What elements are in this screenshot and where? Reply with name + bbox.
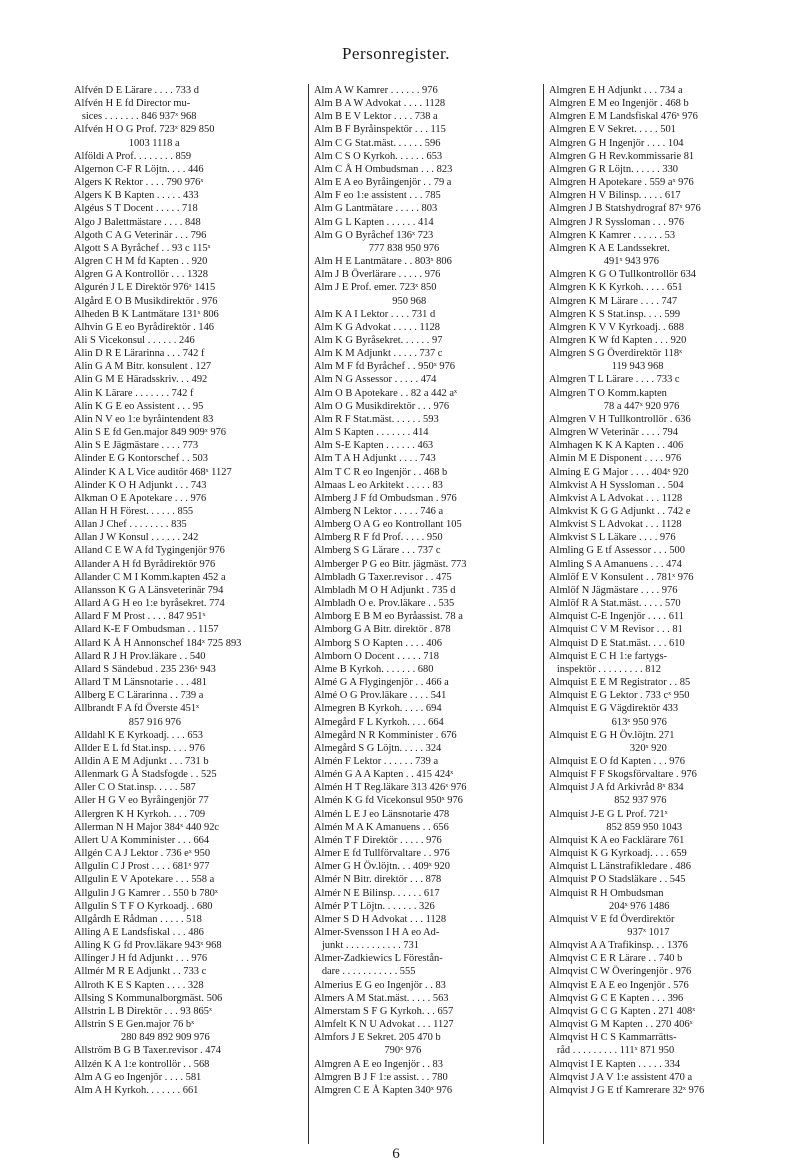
register-entry: Allard R J H Prov.läkare . . 540: [74, 650, 206, 662]
register-entry: Almborg E B M eo Byråassist. 78 a: [314, 611, 463, 623]
register-entry: Allroth K E S Kapten . . . . 328: [74, 979, 204, 991]
register-entry: Allansson K G A Länsveterinär 794: [74, 584, 224, 596]
register-entry: Almin M E Disponent . . . . 976: [549, 453, 682, 465]
register-entry: Allard T M Länsnotarie . . . 481: [74, 677, 207, 689]
register-entry: Alm A G eo Ingenjör . . . . 581: [74, 1071, 202, 1083]
register-entry: Almén K G fd Vicekonsul 950ˣ 976: [314, 795, 463, 807]
register-entry: Allgén C A J Lektor . 736 eˣ 950: [74, 848, 211, 860]
register-entry: Almgren G R Löjtn. . . . . . 330: [549, 163, 679, 175]
register-entry: Almquist K A eo Facklärare 761: [549, 834, 685, 846]
register-entry: Alm A H Kyrkoh. . . . . . . 661: [74, 1084, 199, 1096]
register-entry: Alföldi A Prof. . . . . . . . 859: [74, 150, 192, 162]
register-entry: Almgren E H Adjunkt . . . 734 a: [549, 85, 683, 96]
register-entry: 491ˣ 943 976: [549, 256, 660, 268]
column-3: [544, 84, 784, 1144]
register-entry: Almgren E V Sekret. . . . . 501: [549, 124, 676, 136]
register-entry: Almgren W Veterinär . . . . 794: [549, 427, 678, 439]
register-entry: Almbladh M O H Adjunkt . 735 d: [314, 584, 456, 596]
register-entry: Almling G E tf Assessor . . . 500: [549, 545, 685, 557]
register-entry: Algers K B Kapten . . . . . 433: [74, 190, 199, 202]
register-entry: Alm F eo 1:e assistent . . . 785: [314, 190, 441, 202]
register-entry: Almgren E M eo Ingenjör . 468 b: [549, 98, 689, 110]
page-number: 6: [392, 1146, 400, 1162]
register-entry: 613ˣ 950 976: [549, 716, 667, 728]
register-entry: Algernon C-F R Löjtn. . . . 446: [74, 163, 204, 175]
register-entry: Alm B E V Lektor . . . . 738 a: [314, 111, 438, 123]
register-entry: Almbladh O e. Prov.läkare . . 535: [314, 598, 455, 610]
register-entry: Almlöf R A Stat.mäst. . . . . 570: [549, 598, 681, 610]
register-entry: Almegård S G Löjtn. . . . . 324: [314, 742, 442, 754]
register-entry: Allard S Sändebud . 235 236ˣ 943: [74, 663, 216, 675]
register-entry: Alm C G Stat.mäst. . . . . . 596: [314, 137, 441, 149]
register-entry: Almquist J-E G L Prof. 721ˣ: [549, 808, 668, 820]
register-entry: Allander C M I Komm.kapten 452 a: [74, 571, 226, 583]
register-entry: 320ˣ 920: [549, 742, 667, 754]
register-entry: Alm O G Musikdirektör . . . 976: [314, 400, 450, 412]
register-entry: Almgren K K Kyrkoh. . . . . 651: [549, 282, 683, 294]
register-entry: Almén H T Reg.läkare 313 426ˣ 976: [314, 782, 467, 794]
register-entry: Almers A M Stat.mäst. . . . . 563: [314, 992, 449, 1004]
register-entry: Algren G A Kontrollör . . . 1328: [74, 269, 208, 281]
register-entry: Almé O G Prov.läkare . . . . 541: [314, 690, 447, 702]
register-entry: Alm H E Lantmätare . . 803ˣ 806: [314, 256, 452, 268]
register-entry: Allinger J H fd Adjunkt . . . 976: [74, 953, 208, 965]
register-entry: Almborn O Docent . . . . . 718: [314, 650, 439, 662]
register-entry: Alm C Å H Ombudsman . . . 823: [314, 163, 453, 175]
register-entry: Almgren H V Bilinsp. . . . . 617: [549, 190, 681, 202]
register-entry: Alinder K O H Adjunkt . . . 743: [74, 479, 207, 491]
register-entry: Alling K G fd Prov.läkare 943ˣ 968: [74, 940, 222, 952]
register-entry: Almegren B Kyrkoh. . . . . 694: [314, 703, 442, 715]
register-entry: Almberg O A G eo Kontrollant 105: [314, 519, 462, 531]
register-entry: Almer-Zadkiewics L Förestån-: [314, 953, 443, 965]
register-entry: Almqvist G C E Kapten . . . 396: [549, 992, 684, 1004]
register-entry: Almkvist A L Advokat . . . 1128: [549, 492, 683, 504]
register-entry: Almé G A Flygingenjör . . 466 a: [314, 677, 449, 689]
register-entry: Alm G Lantmätare . . . . . 803: [314, 203, 438, 215]
register-entry: Almgren K S Stat.insp. . . . 599: [549, 308, 681, 320]
register-entry: Alin D R E Lärarinna . . . 742 f: [74, 348, 205, 360]
register-entry: Almén M A K Amanuens . . 656: [314, 821, 449, 833]
register-entry: Allergren K H Kyrkoh. . . . 709: [74, 808, 206, 820]
register-entry: Alm R F Stat.mäst. . . . . . 593: [314, 413, 439, 425]
register-entry: Alkman O E Apotekare . . . 976: [74, 492, 207, 504]
register-entry: Allstrin L B Direktör . . . 93 865ˣ: [74, 1005, 213, 1017]
register-entry: Almgren K M Lärare . . . . 747: [549, 295, 678, 307]
register-entry: Almgren K Kamrer . . . . . . 53: [549, 229, 676, 241]
register-entry: Almgren S G Överdirektör 118ˣ: [549, 348, 683, 360]
register-entry: Almquist E G Lektor . 733 cˣ 950: [549, 690, 690, 702]
register-entry: sices . . . . . . . 846 937ˣ 968: [74, 111, 197, 123]
register-entry: Alming E G Major . . . . 404ˣ 920: [549, 466, 689, 478]
register-entry: Alin N V eo 1:e byråintendent 83: [74, 413, 214, 425]
register-entry: Alme B Kyrkoh. . . . . . . 680: [314, 663, 434, 675]
register-entry: Almgren T O Komm.kapten: [549, 387, 667, 399]
register-entry: Almgren V H Tullkontrollör . 636: [549, 413, 691, 425]
register-entry: Almqvist A A Trafikinsp. . . 1376: [549, 940, 688, 952]
register-entry: Allard F M Prost . . . . 847 951ˣ: [74, 611, 206, 623]
register-entry: Allan H H Förest. . . . . . 855: [74, 506, 194, 517]
register-entry: Alm B F Byråinspektör . . . 115: [314, 124, 446, 136]
register-entry: Alm J E Prof. emer. 723ˣ 850: [314, 282, 437, 294]
register-entry: Almborg G A Bitr. direktör . 878: [314, 624, 451, 636]
register-entry: Alm K A I Lektor . . . . 731 d: [314, 308, 436, 320]
register-entry: Almquist R H Ombudsman: [549, 887, 664, 899]
register-entry: Allzén K A 1:e kontrollör . . 568: [74, 1058, 210, 1070]
register-entry: Alm N G Assessor . . . . . 474: [314, 374, 437, 386]
register-entry: Almquist V E fd Överdirektör: [549, 913, 675, 925]
register-entry: Alinder E G Kontorschef . . 503: [74, 453, 208, 465]
register-entry: 857 916 976: [74, 716, 181, 728]
register-entry: 204ˣ 976 1486: [549, 900, 670, 912]
register-entry: Allenmark G Å Stadsfogde . . 525: [74, 769, 217, 781]
register-entry: Allsing S Kommunalborgmäst. 506: [74, 992, 223, 1004]
register-entry: Alm G O Byråchef 136ˣ 723: [314, 229, 434, 241]
register-entry: Almgren B J F 1:e assist. . . 780: [314, 1071, 448, 1083]
register-entry: Almquist D E Stat.mäst. . . . 610: [549, 637, 685, 649]
register-entry: Almqvist H C S Kammarrätts-: [549, 1032, 677, 1044]
register-entry: Almqvist G M Kapten . . 270 406ˣ: [549, 1019, 693, 1031]
register-entry: Almegård F L Kyrkoh. . . . 664: [314, 716, 444, 728]
register-entry: Almkvist K G G Adjunkt . . 742 e: [549, 506, 691, 517]
register-entry: Almhagen K K A Kapten . . 406: [549, 440, 684, 452]
register-entry: Alin S E Jägmästare . . . . 773: [74, 440, 199, 452]
register-entry: Almén F Lektor . . . . . . 739 a: [314, 755, 439, 767]
register-entry: Almqvist C W Överingenjör . 976: [549, 966, 692, 978]
register-entry: 777 838 950 976: [314, 242, 440, 254]
register-entry: Alm G L Kapten . . . . . . 414: [314, 216, 434, 228]
column-1: [74, 84, 309, 1144]
register-entry: Alm T C R eo Ingenjör . . 468 b: [314, 466, 448, 478]
register-entry: Almer-Svensson I H A eo Ad-: [314, 927, 440, 938]
register-entry: Alm K M Adjunkt . . . . . 737 c: [314, 348, 443, 360]
register-entry: Almgren G H Rev.kommissarie 81: [549, 150, 695, 162]
register-entry: Almquist P O Stadsläkare . . 545: [549, 874, 686, 886]
register-entry: Almkvist A H Syssloman . . 504: [549, 479, 684, 491]
register-entry: Almquist L Länstrafikledare . 486: [549, 861, 691, 873]
register-entry: Allerman N H Major 384ˣ 440 92c: [74, 821, 220, 833]
column-2: [309, 84, 544, 1144]
register-entry: Allgårdh E Rådman . . . . . 518: [74, 913, 202, 925]
register-entry: Almerius E G eo Ingenjör . . 83: [314, 979, 446, 991]
register-entry: Allberg E C Lärarinna . . 739 a: [74, 690, 204, 702]
register-entry: Alhvin G E eo Byrådirektör . 146: [74, 321, 215, 333]
register-entry: Almer S D H Advokat . . . 1128: [314, 913, 447, 925]
register-entry: Algren C H M fd Kapten . . 920: [74, 256, 208, 268]
register-entry: Algurén J L E Direktör 976ˣ 1415: [74, 282, 216, 294]
register-entry: 280 849 892 909 976: [74, 1032, 210, 1044]
register-entry: Almegård N R Komminister . 676: [314, 729, 457, 741]
register-entry: Alin S E fd Gen.major 849 909ˣ 976: [74, 427, 227, 439]
register-entry: Allard K-E F Ombudsman . . 1157: [74, 624, 219, 636]
register-entry: Almberg S G Lärare . . . 737 c: [314, 545, 441, 557]
register-entry: Almer E fd Tullförvaltare . . 976: [314, 848, 450, 860]
register-entry: Almerstam S F G Kyrkoh. . . 657: [314, 1005, 454, 1017]
register-entry: Almgren C E Å Kapten 340ˣ 976: [314, 1084, 453, 1096]
register-entry: 119 943 968: [549, 361, 664, 373]
register-entry: Alm T A H Adjunkt . . . . 743: [314, 453, 436, 465]
register-entry: Almquist C V M Revisor . . . 81: [549, 624, 683, 636]
register-entry: Alfvén H E fd Director mu-: [74, 98, 191, 110]
register-entry: Allmér M R E Adjunkt . . 733 c: [74, 966, 207, 978]
register-entry: Almgren K V V Kyrkoadj. . 688: [549, 321, 684, 333]
register-entry: Allgulin J G Kamrer . . 550 b 780ˣ: [74, 887, 218, 899]
register-entry: Alm S Kapten . . . . . . . 414: [314, 427, 429, 439]
register-entry: Alm O B Apotekare . . 82 a 442 aˣ: [314, 387, 458, 399]
register-entry: 790ˣ 976: [314, 1045, 422, 1057]
register-entry: Almgren G H Ingenjör . . . . 104: [549, 137, 684, 149]
register-entry: Algård E O B Musikdirektör . 976: [74, 295, 218, 307]
register-entry: Almén T F Direktör . . . . . 976: [314, 834, 442, 846]
register-entry: Alin K G E eo Assistent . . . 95: [74, 400, 204, 412]
register-entry: Alm S-E Kapten . . . . . . 463: [314, 440, 434, 452]
register-entry: Alm M F fd Byråchef . . 950ˣ 976: [314, 361, 456, 373]
register-entry: Allan J W Konsul . . . . . . 242: [74, 532, 199, 544]
register-entry: Allstrin S E Gen.major 76 bˣ: [74, 1019, 195, 1031]
register-entry: Alldin A E M Adjunkt . . . 731 b: [74, 755, 209, 767]
register-entry: Alin K Lärare . . . . . . . 742 f: [74, 387, 194, 399]
register-entry: Almgren K W fd Kapten . . . 920: [549, 334, 687, 346]
register-entry: Almfors J E Sekret. 205 470 b: [314, 1032, 441, 1044]
register-entry: Almqvist G C G Kapten . 271 408ˣ: [549, 1005, 696, 1017]
register-entry: Almquist E G Vägdirektör 433: [549, 703, 679, 715]
register-entry: Almgren H Apotekare . 559 aˣ 976: [549, 177, 694, 189]
register-entry: Alfvén H O G Prof. 723ˣ 829 850: [74, 124, 215, 136]
register-entry: Almquist F F Skogsförvaltare . 976: [549, 769, 697, 781]
register-entry: Almlöf N Jägmästare . . . . 976: [549, 584, 678, 596]
register-entry: Ali S Vicekonsul . . . . . . 246: [74, 334, 195, 346]
register-entry: junkt . . . . . . . . . . . 731: [314, 940, 419, 952]
register-entry: Almér N Bitr. direktör . . . 878: [314, 874, 442, 886]
register-entry: Algo J Balettmästare . . . . 848: [74, 216, 201, 228]
register-entry: Alinder K A L Vice auditör 468ˣ 1127: [74, 466, 232, 478]
register-entry: Almgren J R Syssloman . . . 976: [549, 216, 685, 228]
register-entry: Almberg J F fd Ombudsman . 976: [314, 492, 457, 504]
register-entry: Almqvist C E R Lärare . . 740 b: [549, 953, 683, 965]
register-entry: Almer G H Öv.löjtn. . . 409ˣ 920: [314, 861, 450, 873]
register-entry: 950 968: [314, 295, 427, 307]
register-entry: Almgren A E eo Ingenjör . . 83: [314, 1058, 443, 1070]
register-entry: Almgren T L Lärare . . . . 733 c: [549, 374, 680, 386]
register-entry: Almquist E O fd Kapten . . . 976: [549, 755, 685, 767]
register-entry: Almquist C-E Ingenjör . . . . 611: [549, 611, 684, 623]
register-entry: Almling S A Amanuens . . . 474: [549, 558, 682, 570]
register-entry: 78 a 447ˣ 920 976: [549, 400, 680, 412]
register-entry: Almgren K A E Landssekret.: [549, 242, 670, 254]
register-entry: Almberg R F fd Prof. . . . . 950: [314, 532, 443, 544]
register-entry: Alm K G Advokat . . . . . 1128: [314, 321, 441, 333]
register-entry: Almbladh G Taxer.revisor . . 475: [314, 571, 452, 583]
register-entry: Almgren K G O Tullkontrollör 634: [549, 269, 697, 281]
register-entry: råd . . . . . . . . . 111ˣ 871 950: [549, 1045, 675, 1057]
register-entry: 937ˣ 1017: [549, 927, 670, 938]
register-entry: Algers K Rektor . . . . 790 976ˣ: [74, 177, 204, 189]
register-entry: Allan J Chef . . . . . . . . 835: [74, 519, 187, 531]
register-entry: 1003 1118 a: [74, 137, 180, 149]
register-entry: Almquist K G Kyrkoadj. . . . 659: [549, 848, 687, 860]
register-entry: Almaas L eo Arkitekt . . . . . 83: [314, 479, 443, 491]
register-entry: Almén L E J eo Länsnotarie 478: [314, 808, 450, 820]
register-entry: Alfvén D E Lärare . . . . 733 d: [74, 85, 199, 96]
register-entry: Algoth C A G Veterinär . . . 796: [74, 229, 207, 241]
register-entry: Almén G A A Kapten . . 415 424ˣ: [314, 769, 454, 781]
register-entry: Alldahl K E Kyrkoadj. . . . 653: [74, 729, 204, 741]
register-entry: Allard K Å H Annonschef 184ˣ 725 893: [74, 637, 242, 649]
register-entry: Almgren J B Statshydrograf 87ˣ 976: [549, 203, 701, 215]
register-entry: Allbrandt F A fd Överste 451ˣ: [74, 703, 200, 715]
register-entry: Almborg S O Kapten . . . . 406: [314, 637, 442, 649]
register-entry: Allard A G H eo 1:e byråsekret. 774: [74, 598, 225, 610]
register-entry: Alm E A eo Byråingenjör . . 79 a: [314, 177, 452, 189]
register-entry: Almqvist I E Kapten . . . . . 334: [549, 1058, 681, 1070]
register-entry: Almquist E C H 1:e fartygs-: [549, 650, 667, 662]
register-entry: Almqvist J G E tf Kamrerare 32ˣ 976: [549, 1084, 705, 1096]
register-entry: Aller H G V eo Byråingenjör 77: [74, 795, 209, 807]
register-entry: Aller C O Stat.insp. . . . . 587: [74, 782, 196, 794]
register-entry: Alm C S O Kyrkoh. . . . . . 653: [314, 150, 443, 162]
register-entry: Alheden B K Lantmätare 131ˣ 806: [74, 308, 219, 320]
register-entry: 852 937 976: [549, 795, 667, 807]
register-entry: Allander A H fd Byrådirektör 976: [74, 558, 216, 570]
register-entry: dare . . . . . . . . . . . 555: [314, 966, 416, 978]
register-entry: Algéus S T Docent . . . . . 718: [74, 203, 198, 215]
register-entry: Almgren E M Landsfiskal 476ˣ 976: [549, 111, 698, 123]
register-entry: Almberger P G eo Bitr. jägmäst. 773: [314, 558, 467, 570]
register-entry: Allström B G B Taxer.revisor . 474: [74, 1045, 221, 1057]
register-columns: [74, 84, 784, 1144]
register-entry: Almkvist S L Läkare . . . . 976: [549, 532, 676, 544]
register-entry: Alin G M E Häradsskriv. . . 492: [74, 374, 208, 386]
register-entry: Almér P T Löjtn. . . . . . . 326: [314, 900, 435, 912]
register-entry: Alm B A W Advokat . . . . 1128: [314, 98, 446, 110]
register-entry: Almquist J A fd Arkivråd 8ˣ 834: [549, 782, 684, 794]
register-entry: Almquist E E M Registrator . . 85: [549, 677, 691, 689]
register-entry: Allert U A Komminister . . . 664: [74, 834, 210, 846]
register-entry: Almfelt K N U Advokat . . . 1127: [314, 1019, 454, 1031]
register-entry: Alm J B Överlärare . . . . . 976: [314, 269, 441, 281]
register-entry: Almlöf E V Konsulent . . 781ˣ 976: [549, 571, 694, 583]
register-entry: Alm K G Byråsekret. . . . . . 97: [314, 334, 443, 346]
register-entry: Almqvist J A V 1:e assistent 470 a: [549, 1071, 693, 1083]
register-entry: Alling A E Landsfiskal . . . 486: [74, 927, 204, 938]
register-entry: Almkvist S L Advokat . . . 1128: [549, 519, 682, 531]
register-entry: Allder E L fd Stat.insp. . . . 976: [74, 742, 205, 754]
register-entry: Allgulin C J Prost . . . . 681ˣ 977: [74, 861, 210, 873]
register-entry: Almberg N Lektor . . . . . 746 a: [314, 506, 444, 517]
register-entry: Algott S A Byråchef . . 93 c 115ˣ: [74, 242, 211, 254]
register-entry: Alin G A M Bitr. konsulent . 127: [74, 361, 212, 373]
page-title: Personregister.: [341, 44, 451, 63]
register-entry: Almér N E Bilinsp. . . . . . 617: [314, 887, 440, 899]
register-entry: Almqvist E A E eo Ingenjör . 576: [549, 979, 689, 991]
register-entry: Alm A W Kamrer . . . . . . 976: [314, 85, 438, 96]
register-entry: 852 859 950 1043: [549, 821, 683, 833]
register-entry: Alland C E W A fd Tygingenjör 976: [74, 545, 225, 557]
register-entry: Almquist E G H Öv.löjtn. 271: [549, 729, 675, 741]
register-entry: Allgulin E V Apotekare . . . 558 a: [74, 874, 215, 886]
register-entry: Allgulin S T F O Kyrkoadj. . 680: [74, 900, 213, 912]
register-entry: inspektör . . . . . . . . . 812: [549, 663, 661, 675]
